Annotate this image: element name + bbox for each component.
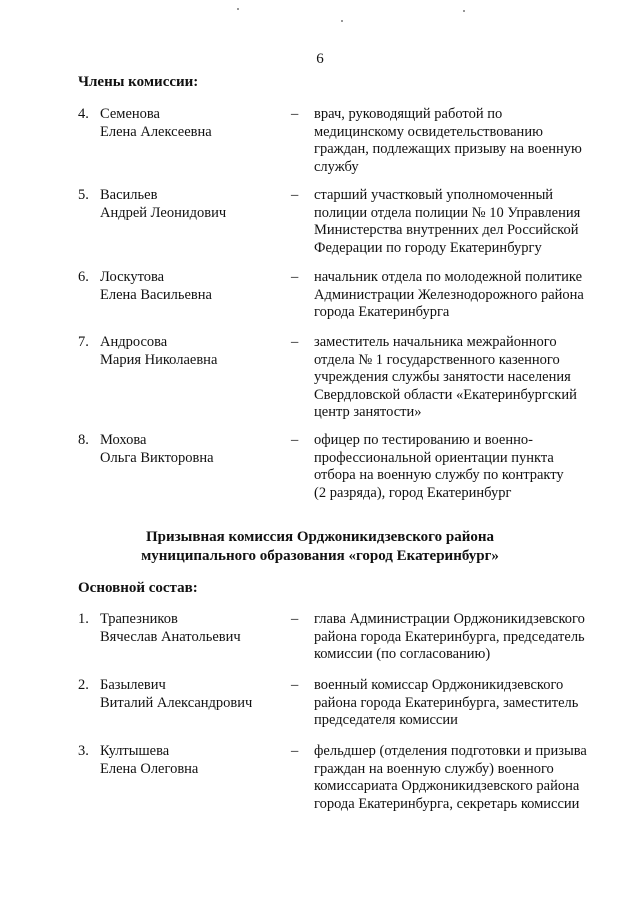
- role-line: города Екатеринбурга, секретарь комиссии: [314, 795, 580, 812]
- member-number: 4.: [78, 106, 89, 122]
- given-names: Мария Николаевна: [100, 351, 218, 368]
- member-role: [314, 106, 614, 176]
- member-role: [314, 187, 614, 257]
- role-line: комиссии (по согласованию): [314, 646, 491, 662]
- role-line: начальник отдела по молодежной политике: [314, 269, 583, 285]
- member-name: [100, 106, 285, 141]
- role-line: офицер по тестированию и военно-: [314, 432, 533, 448]
- dash: –: [291, 677, 299, 693]
- dash: –: [291, 432, 299, 448]
- dash: –: [291, 187, 299, 203]
- dash: –: [291, 106, 299, 122]
- surname: Мохова: [100, 432, 147, 448]
- surname: Семенова: [100, 106, 160, 122]
- member-number: 6.: [78, 269, 89, 285]
- dash: –: [291, 269, 299, 285]
- given-names: Елена Васильевна: [100, 286, 212, 303]
- commission-title-line: муниципального образования «город Екатеринбург»: [141, 548, 499, 564]
- role-line: врач, руководящий работой по: [314, 106, 503, 122]
- role-line: председателя комиссии: [314, 712, 458, 728]
- given-names: Андрей Леонидович: [100, 204, 227, 221]
- role-line: медицинскому освидетельствованию: [314, 123, 543, 140]
- role-line: комиссариата Орджоникидзевского района: [314, 778, 580, 794]
- role-line: (2 разряда), город Екатеринбург: [314, 484, 512, 501]
- surname: Трапезников: [100, 611, 178, 627]
- commission-title: [0, 528, 640, 566]
- commission-title-line: Призывная комиссия Орджоникидзевского района: [146, 529, 494, 545]
- role-line: города Екатеринбурга: [314, 304, 450, 320]
- surname: Васильев: [100, 187, 158, 203]
- member-name: [100, 187, 285, 222]
- member-number: 2.: [78, 677, 89, 693]
- member-name: [100, 677, 285, 712]
- surname: Лоскутова: [100, 269, 165, 285]
- dash: –: [291, 334, 299, 350]
- role-line: полиции отдела полиции № 10 Управления: [314, 204, 581, 221]
- member-name: [100, 334, 285, 369]
- dash: –: [291, 611, 299, 627]
- members-heading: Члены комиссии:: [78, 74, 199, 90]
- role-line: учреждения службы занятости населения: [314, 369, 571, 385]
- member-number: 1.: [78, 611, 89, 627]
- role-line: фельдшер (отделения подготовки и призыва: [314, 743, 587, 759]
- role-line: отбора на военную службу по контракту: [314, 467, 564, 483]
- member-role: [314, 432, 614, 502]
- given-names: Елена Алексеевна: [100, 123, 212, 140]
- role-line: граждан на военную службу) военного: [314, 760, 554, 777]
- given-names: Ольга Викторовна: [100, 449, 214, 466]
- member-name: [100, 432, 285, 467]
- member-name: [100, 743, 285, 778]
- member-number: 7.: [78, 334, 89, 350]
- role-line: глава Администрации Орджоникидзевского: [314, 611, 585, 627]
- member-name: [100, 611, 285, 646]
- member-number: 5.: [78, 187, 89, 203]
- surname: Андросова: [100, 334, 168, 350]
- given-names: Вячеслав Анатольевич: [100, 628, 241, 645]
- role-line: Свердловской области «Екатеринбургский: [314, 386, 577, 403]
- role-line: заместитель начальника межрайонного: [314, 334, 557, 350]
- role-line: района города Екатеринбурга, председатель: [314, 628, 585, 645]
- dash: –: [291, 743, 299, 759]
- scan-speck: [341, 20, 343, 22]
- scan-speck: [237, 8, 239, 10]
- given-names: Виталий Александрович: [100, 694, 253, 711]
- member-name: [100, 269, 285, 304]
- given-names: Елена Олеговна: [100, 760, 199, 777]
- main-composition-heading: Основной состав:: [78, 580, 198, 596]
- member-number: 3.: [78, 743, 89, 759]
- member-role: [314, 269, 614, 322]
- role-line: профессиональной ориентации пункта: [314, 449, 554, 466]
- role-line: Министерства внутренних дел Российской: [314, 222, 579, 238]
- role-line: отдела № 1 государственного казенного: [314, 351, 560, 368]
- role-line: военный комиссар Орджоникидзевского: [314, 677, 564, 693]
- member-number: 8.: [78, 432, 89, 448]
- role-line: центр занятости»: [314, 404, 422, 420]
- role-line: старший участковый уполномоченный: [314, 187, 554, 203]
- member-role: [314, 677, 614, 730]
- surname: Базылевич: [100, 677, 166, 693]
- member-role: [314, 334, 614, 422]
- page-number: 6: [316, 51, 324, 67]
- role-line: района города Екатеринбурга, заместитель: [314, 694, 579, 711]
- scan-speck: [463, 10, 465, 12]
- surname: Култышева: [100, 743, 170, 759]
- member-role: [314, 611, 614, 664]
- role-line: Администрации Железнодорожного района: [314, 286, 584, 303]
- role-line: граждан, подлежащих призыву на военную: [314, 141, 582, 157]
- role-line: Федерации по городу Екатеринбургу: [314, 239, 542, 256]
- member-role: [314, 743, 614, 813]
- role-line: службу: [314, 158, 359, 175]
